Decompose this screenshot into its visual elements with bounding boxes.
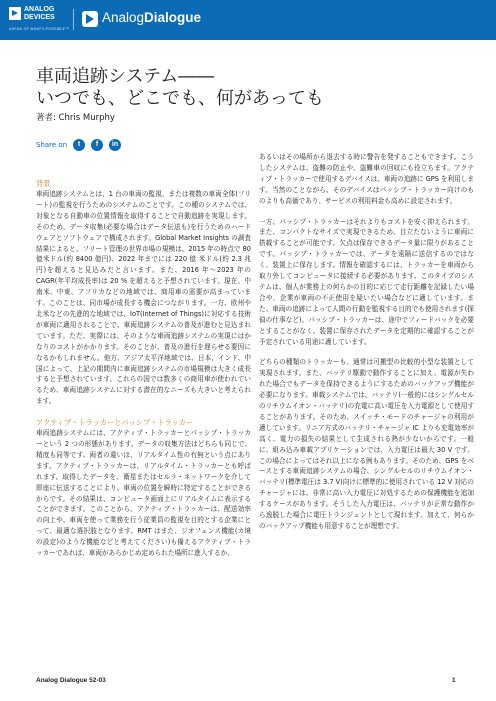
- publication-name: [102, 10, 201, 25]
- paragraph-trackers: 車両追跡システムには、アクティブ・トラッカーとパッシブ・トラッカーという 2 つの形態があります。データの収集方法はどちらも同じで、精度も同等です。両者の違いは、リアルタイム性の有無という点にあります。アクティブ・トラッカーは、リアルタイム・トラッカーとも呼ばれます。取得したデータを、衛星またはセルラ・ネットワークを介して即座に伝送することにより、車両の位置を瞬時に特定することができるからです。その結果は、コンピュータ画面上にリアルタイムに表示することができます。このことから、アクティブ・トラッカーは、配送効率の向上や、車両を使って業務を行う従業員の監視を目的とする企業にとって、最適な選択肢となります。RMT はまた、ジオフェンス機能(カ境の設定)のような機能などと考えてください)も備えるアクティブ・トラッカーであれば、車両があらかじめ定められた場所に進入するか、: [36, 429, 251, 558]
- title-line-2: いつでも、どこでも、何があっても: [36, 88, 324, 109]
- title-line-1: 車両追跡システム――: [36, 66, 215, 87]
- section-heading-trackers: アクティブ・トラッカーとパッシブ・トラッカー: [36, 418, 194, 428]
- paragraph-gap: [259, 207, 474, 217]
- header-divider: [73, 9, 74, 30]
- brand-tagline: AHEAD OF WHAT'S POSSIBLE™: [9, 27, 70, 31]
- analog-dialogue-icon: [82, 11, 98, 27]
- section-heading-background: 背景: [36, 179, 51, 188]
- footer-issue: Analog Dialogue 52-03: [36, 677, 106, 684]
- analog-devices-logo-icon: [9, 7, 21, 20]
- paragraph-power: どちらの種類のトラッカーも、通常は可搬型の比較的小型な装置として実現されます。また、バッテリ駆動で動作することに加え、電源が失われた場合でもデータを保持できるようにするためのバックアップ機能が必要になります。車載システムでは、バッテリ(一般的にはシングルセルのリチウムイオン・バッテリ)の充電に高い電圧を入力電源として使用することがあります。そのため、スイッチ・モードのチャージャの利用が適しています。リニア方式のバッテリ・チャージャ IC よりも充電効率が高く、電力の損失の結果として生成される熱が少ないからです。一般に、組み込み車載アプリケーションでは、入力電圧は最大 30 V です。この場合によってはそれ以上になる例もあります。そのため、GPS をベースとする車両追跡システムの場合、シングルセルのリチウムイオン・バッテリ(標準電圧は 3.7 V)向けに標準的に使用されている 12 V 対応のチャージャには、非常に高い入力電圧に対処するための保護機能を追加するケースがあります。そうした入力電圧は、バッテリが正常な動作から逸脱した場合に電圧トランジェントとして現れます。加えて、何らかのバックアップ機能も用意することが理想です。: [259, 358, 474, 530]
- linkedin-icon[interactable]: in: [109, 139, 121, 151]
- paragraph-passive: 一方、パッシブ・トラッカーはそれよりもコストを安く抑えられます。また、コンパクトなサイズで実現できるため、目立たないように車両に搭載することが可能です。欠点は保存できるデータ量に限りがあることです。パッシブ・トラッカーでは、データを遠隔に送信するのではなく、装置上に保存します。情報を確認するには、トラッカーを車両から取り外してコンピュータに接続する必要があります。このタイプのシステムは、個人が業務上の何らかの目的に応じて走行距離を記録したい場合や、企業が車両の不正使用を疑いたい場合などに適しています。また、車両の追跡によって人間の行動を監視する目的でも使用されます(探偵の仕事など)。パッシブ・トラッカーは、途中でフィードバックを必要とすることがなく、装置に保存されたデータを定期的に確認することが予定されている用途に適しています。: [259, 217, 474, 346]
- footer-page-number: 1: [452, 677, 456, 684]
- facebook-icon[interactable]: f: [91, 139, 103, 151]
- publication-name-light: Analog: [102, 10, 145, 25]
- left-column: [36, 178, 251, 559]
- twitter-icon[interactable]: t: [73, 139, 85, 151]
- paragraph-gap: [36, 407, 251, 417]
- paragraph-background: 車両追跡システムとは、1 台の車両の監視、または複数の車両全体(フリート)の監視を行うためのシステムのことです。この種のシステムでは、対象となる自動車の位置情報を取得することで自動追跡を実現します。そのため、データ収集(必要な場合はデータ伝送も)を行うためのハードウェアとソフトウェアで構成されます。Global Market Insights の調査結果によると、フリート管理の世界市場の規模は、2015 年の時点で 80 億米ドル(約 8400 億円)、2022 年までには 220 億 米ドル(約 2.3 兆円)を超えると見込みだと言います。また、2016 年～2023 年の CAGR(年平均成長率)は 20 % を超えると予想されています。現在、中南米、中東、アフリカなどの地域では、商用車の需要が高まっています。このことは、同市場が成長する機会につながります。一方、欧州や北米などの先進的な地域では、IoT(Internet of Things)に対応する技術が車両に適用されることで、車両追跡システムの普及が進むと見込まれています。ただ、実際には、そのような車両追跡システムの実現にはかなりのコストがかかります。そのことが、普及の進行を遅らせる要因になるかもしれません。他方、アジア太平洋地域では、日本、インド、中国によって、上記の期間内に車両追跡システムの市場規模は大きく成長すると予想されています。これらの国では数多くの商用車が使われているため、車両追跡システムに対する潜在的なニーズも大きいと考えられます。: [36, 190, 251, 406]
- brand-text: ANALOG DEVICES: [24, 6, 55, 21]
- publication-name-bold: Dialogue: [144, 10, 202, 25]
- author-byline: 著者: Chris Murphy: [36, 113, 115, 123]
- share-label: Share on: [36, 141, 68, 149]
- header-bar: [0, 0, 496, 40]
- paragraph-gap: [259, 347, 474, 357]
- paragraph-active-continued: あるいはその場所から退去する時に警告を発することもできます。こうしたシステムは、盗難の防止や、盗難車の回収にも役立ちます。アクティブ・トラッカーで使用するデバイスは、車両の追跡に GPS を利用します。当然のことながら、そのデバイスはパッシブ・トラッカー向けのものよりも高価であり、サービスの利用料金も高めに設定されます。: [259, 153, 474, 205]
- right-column: [259, 152, 474, 532]
- article-title: [36, 66, 466, 110]
